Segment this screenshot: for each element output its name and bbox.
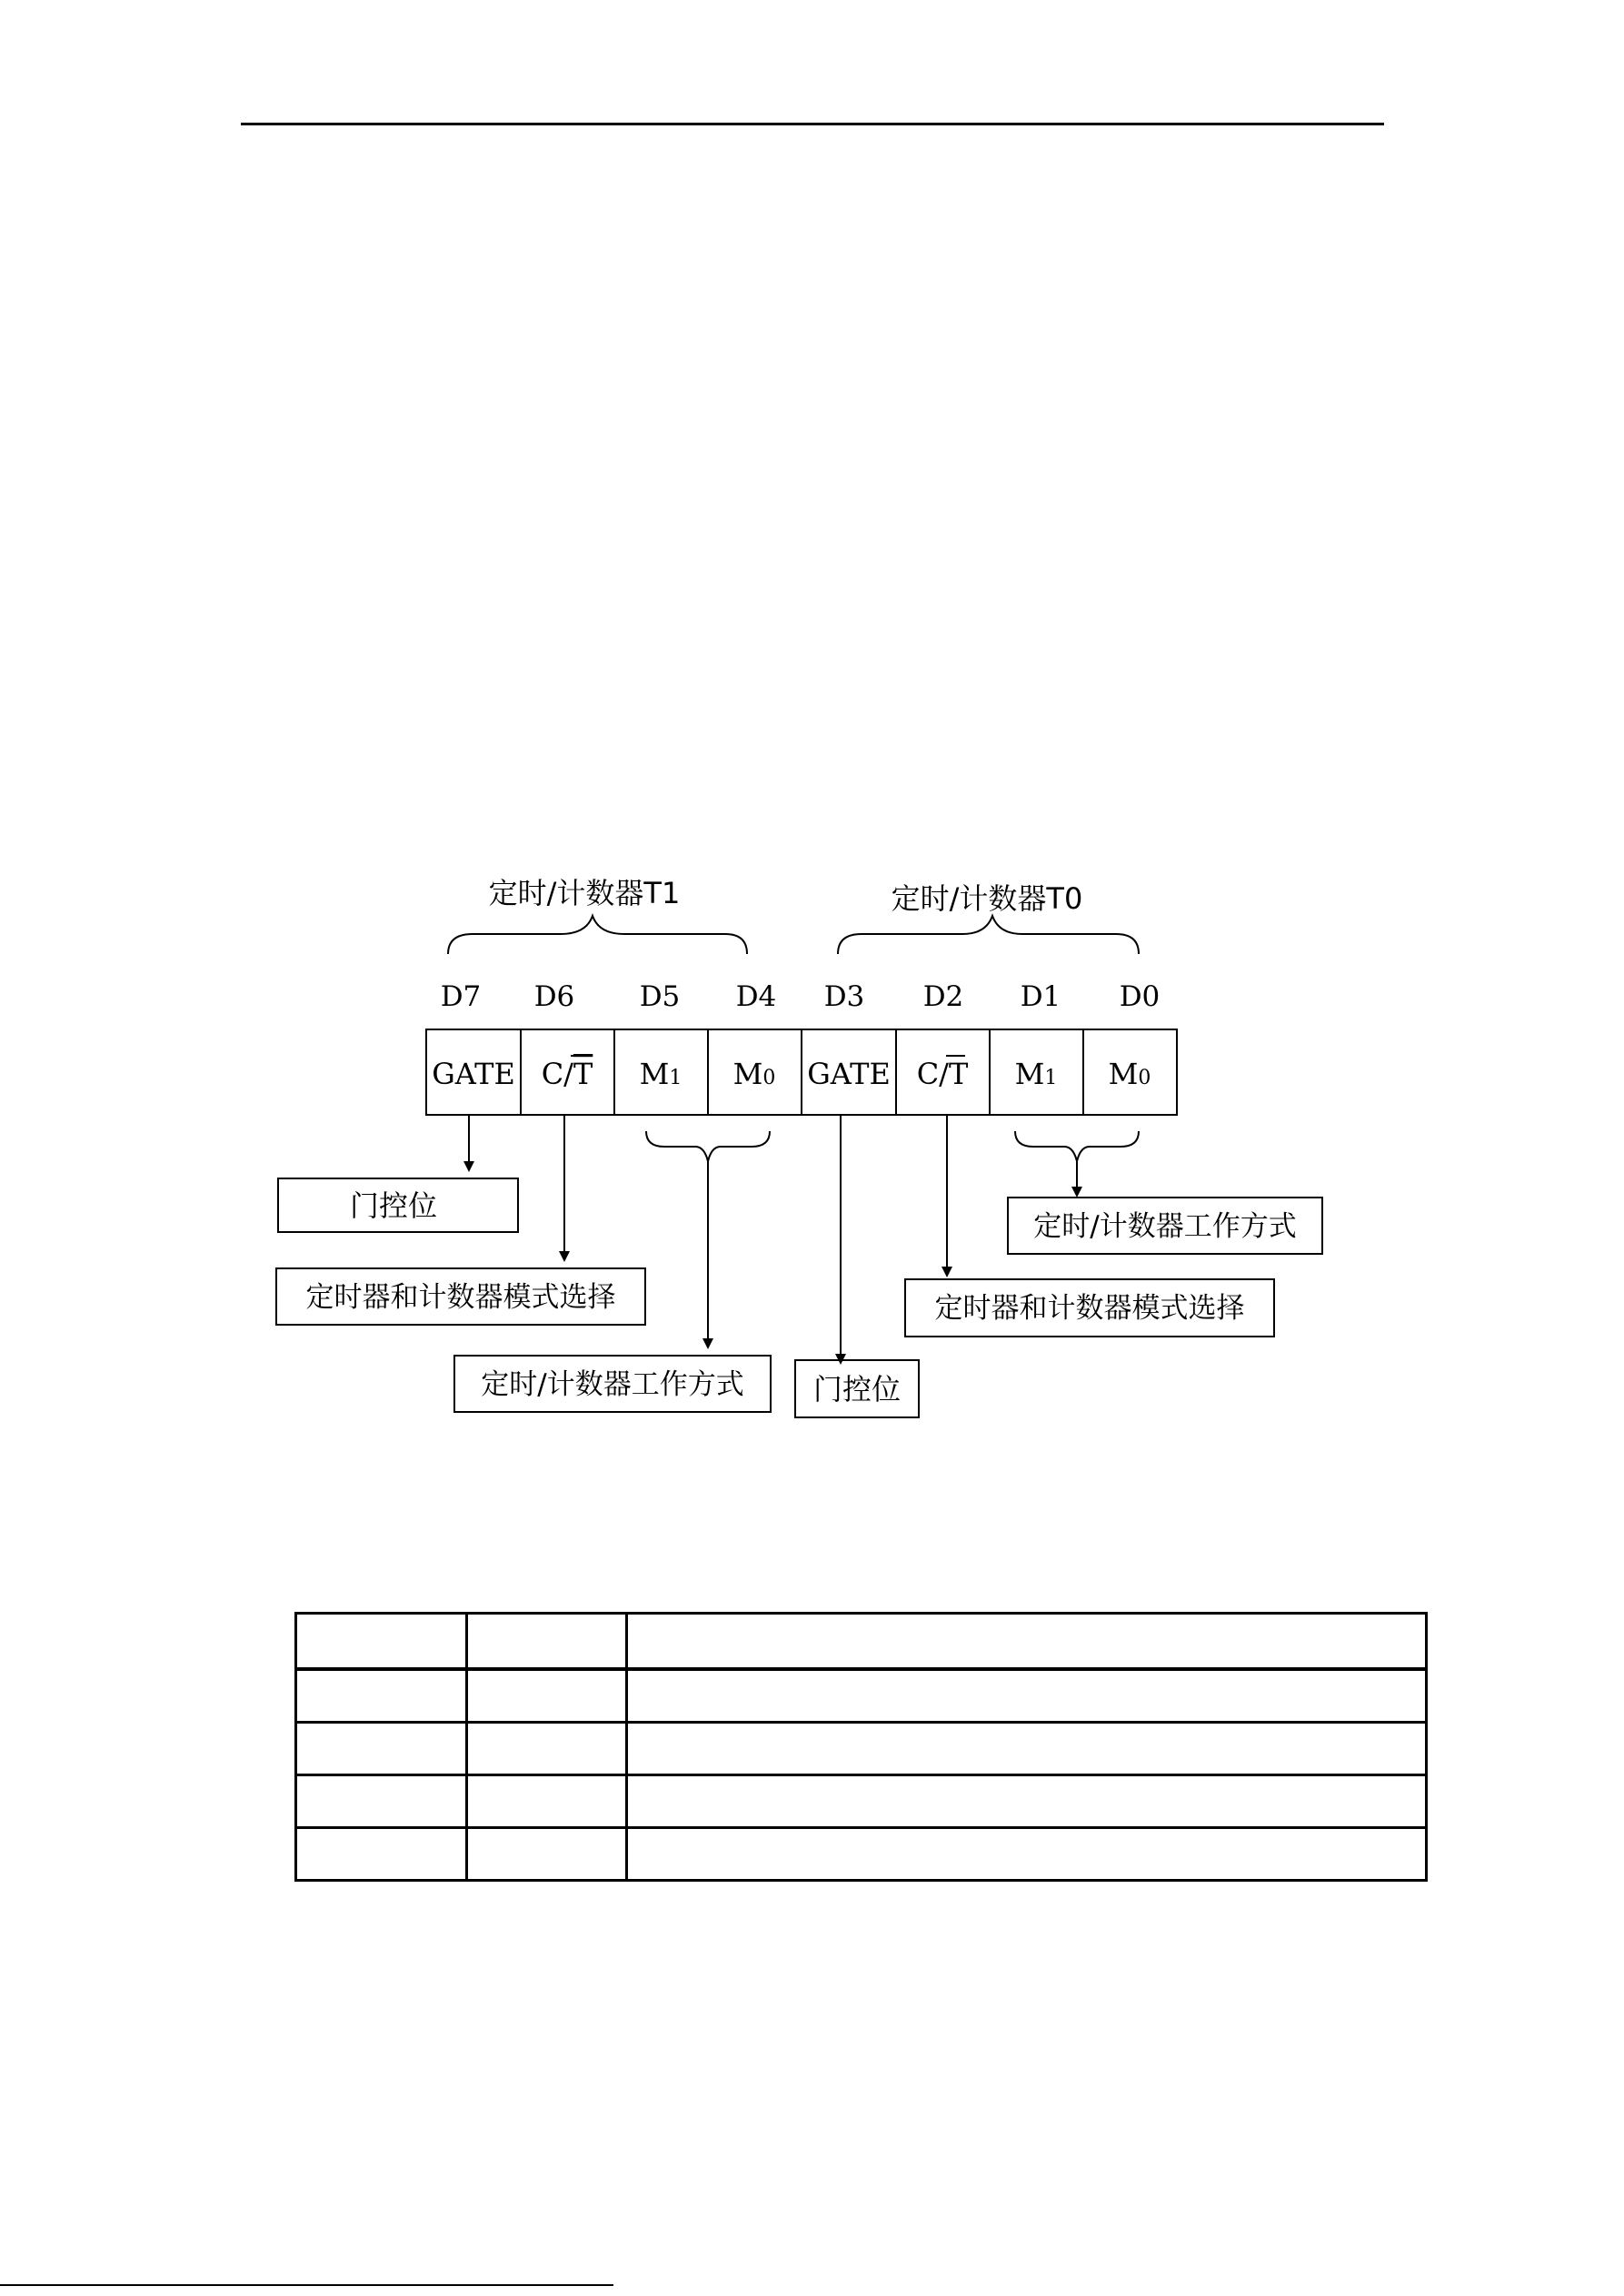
brace-t1: [448, 916, 747, 954]
footer-rule: [0, 2284, 613, 2286]
group-label-t0: 定时/计数器T0: [891, 881, 1083, 916]
bit-label-d2: D2: [922, 980, 964, 1013]
mode-table: [294, 1612, 1428, 1882]
table-row: [296, 1723, 1427, 1775]
table-cell: [296, 1669, 467, 1723]
table-cell: [627, 1723, 1427, 1775]
table-cell: [627, 1828, 1427, 1881]
table-row: [296, 1775, 1427, 1828]
table-cell: [467, 1614, 627, 1670]
callout-work-mode-t1: 定时/计数器工作方式: [481, 1368, 744, 1401]
callout-gate-t0: 门控位: [812, 1372, 902, 1406]
callout-mode-select-t1: 定时器和计数器模式选择: [305, 1281, 616, 1314]
cell-text-ct-t0: C/T: [916, 1057, 969, 1091]
table-cell: [467, 1775, 627, 1828]
group-label-t1: 定时/计数器T1: [488, 876, 681, 910]
cell-text-gate-t0: GATE: [807, 1057, 891, 1091]
table-cell: [296, 1775, 467, 1828]
cell-text-m0-t1: M0: [732, 1057, 776, 1091]
table-cell: [467, 1828, 627, 1881]
table-cell: [467, 1723, 627, 1775]
cell-text-m1-t0: M1: [1014, 1057, 1058, 1091]
table-cell: [627, 1775, 1427, 1828]
bit-label-d0: D0: [1119, 980, 1161, 1013]
cell-text-m1-t1: M1: [639, 1057, 682, 1091]
table-row: [296, 1614, 1427, 1670]
bit-label-d6: D6: [533, 980, 575, 1013]
register-row: [426, 1029, 1177, 1115]
callout-work-mode-t0: 定时/计数器工作方式: [1033, 1210, 1297, 1243]
bit-label-d7: D7: [440, 980, 482, 1013]
table-cell: [627, 1669, 1427, 1723]
table-cell: [467, 1669, 627, 1723]
bit-label-d4: D4: [735, 980, 777, 1013]
brace-mode-t1: [646, 1131, 770, 1161]
callout-mode-select-t0: 定时器和计数器模式选择: [934, 1292, 1245, 1325]
table-row: [296, 1669, 1427, 1723]
cell-text-gate-t1: GATE: [432, 1057, 515, 1091]
cell-text-m0-t0: M0: [1108, 1057, 1151, 1091]
callout-gate-t1: 门控位: [349, 1188, 438, 1223]
brace-mode-t0: [1015, 1131, 1139, 1161]
bit-label-d5: D5: [639, 980, 681, 1013]
table-row: [296, 1828, 1427, 1881]
bit-label-d3: D3: [823, 980, 865, 1013]
brace-t0: [838, 916, 1139, 954]
table-cell: [627, 1614, 1427, 1670]
table-cell: [296, 1614, 467, 1670]
table-cell: [296, 1723, 467, 1775]
cell-text-ct-t1: C/T: [541, 1057, 593, 1091]
bit-label-d1: D1: [1020, 980, 1061, 1013]
table-cell: [296, 1828, 467, 1881]
